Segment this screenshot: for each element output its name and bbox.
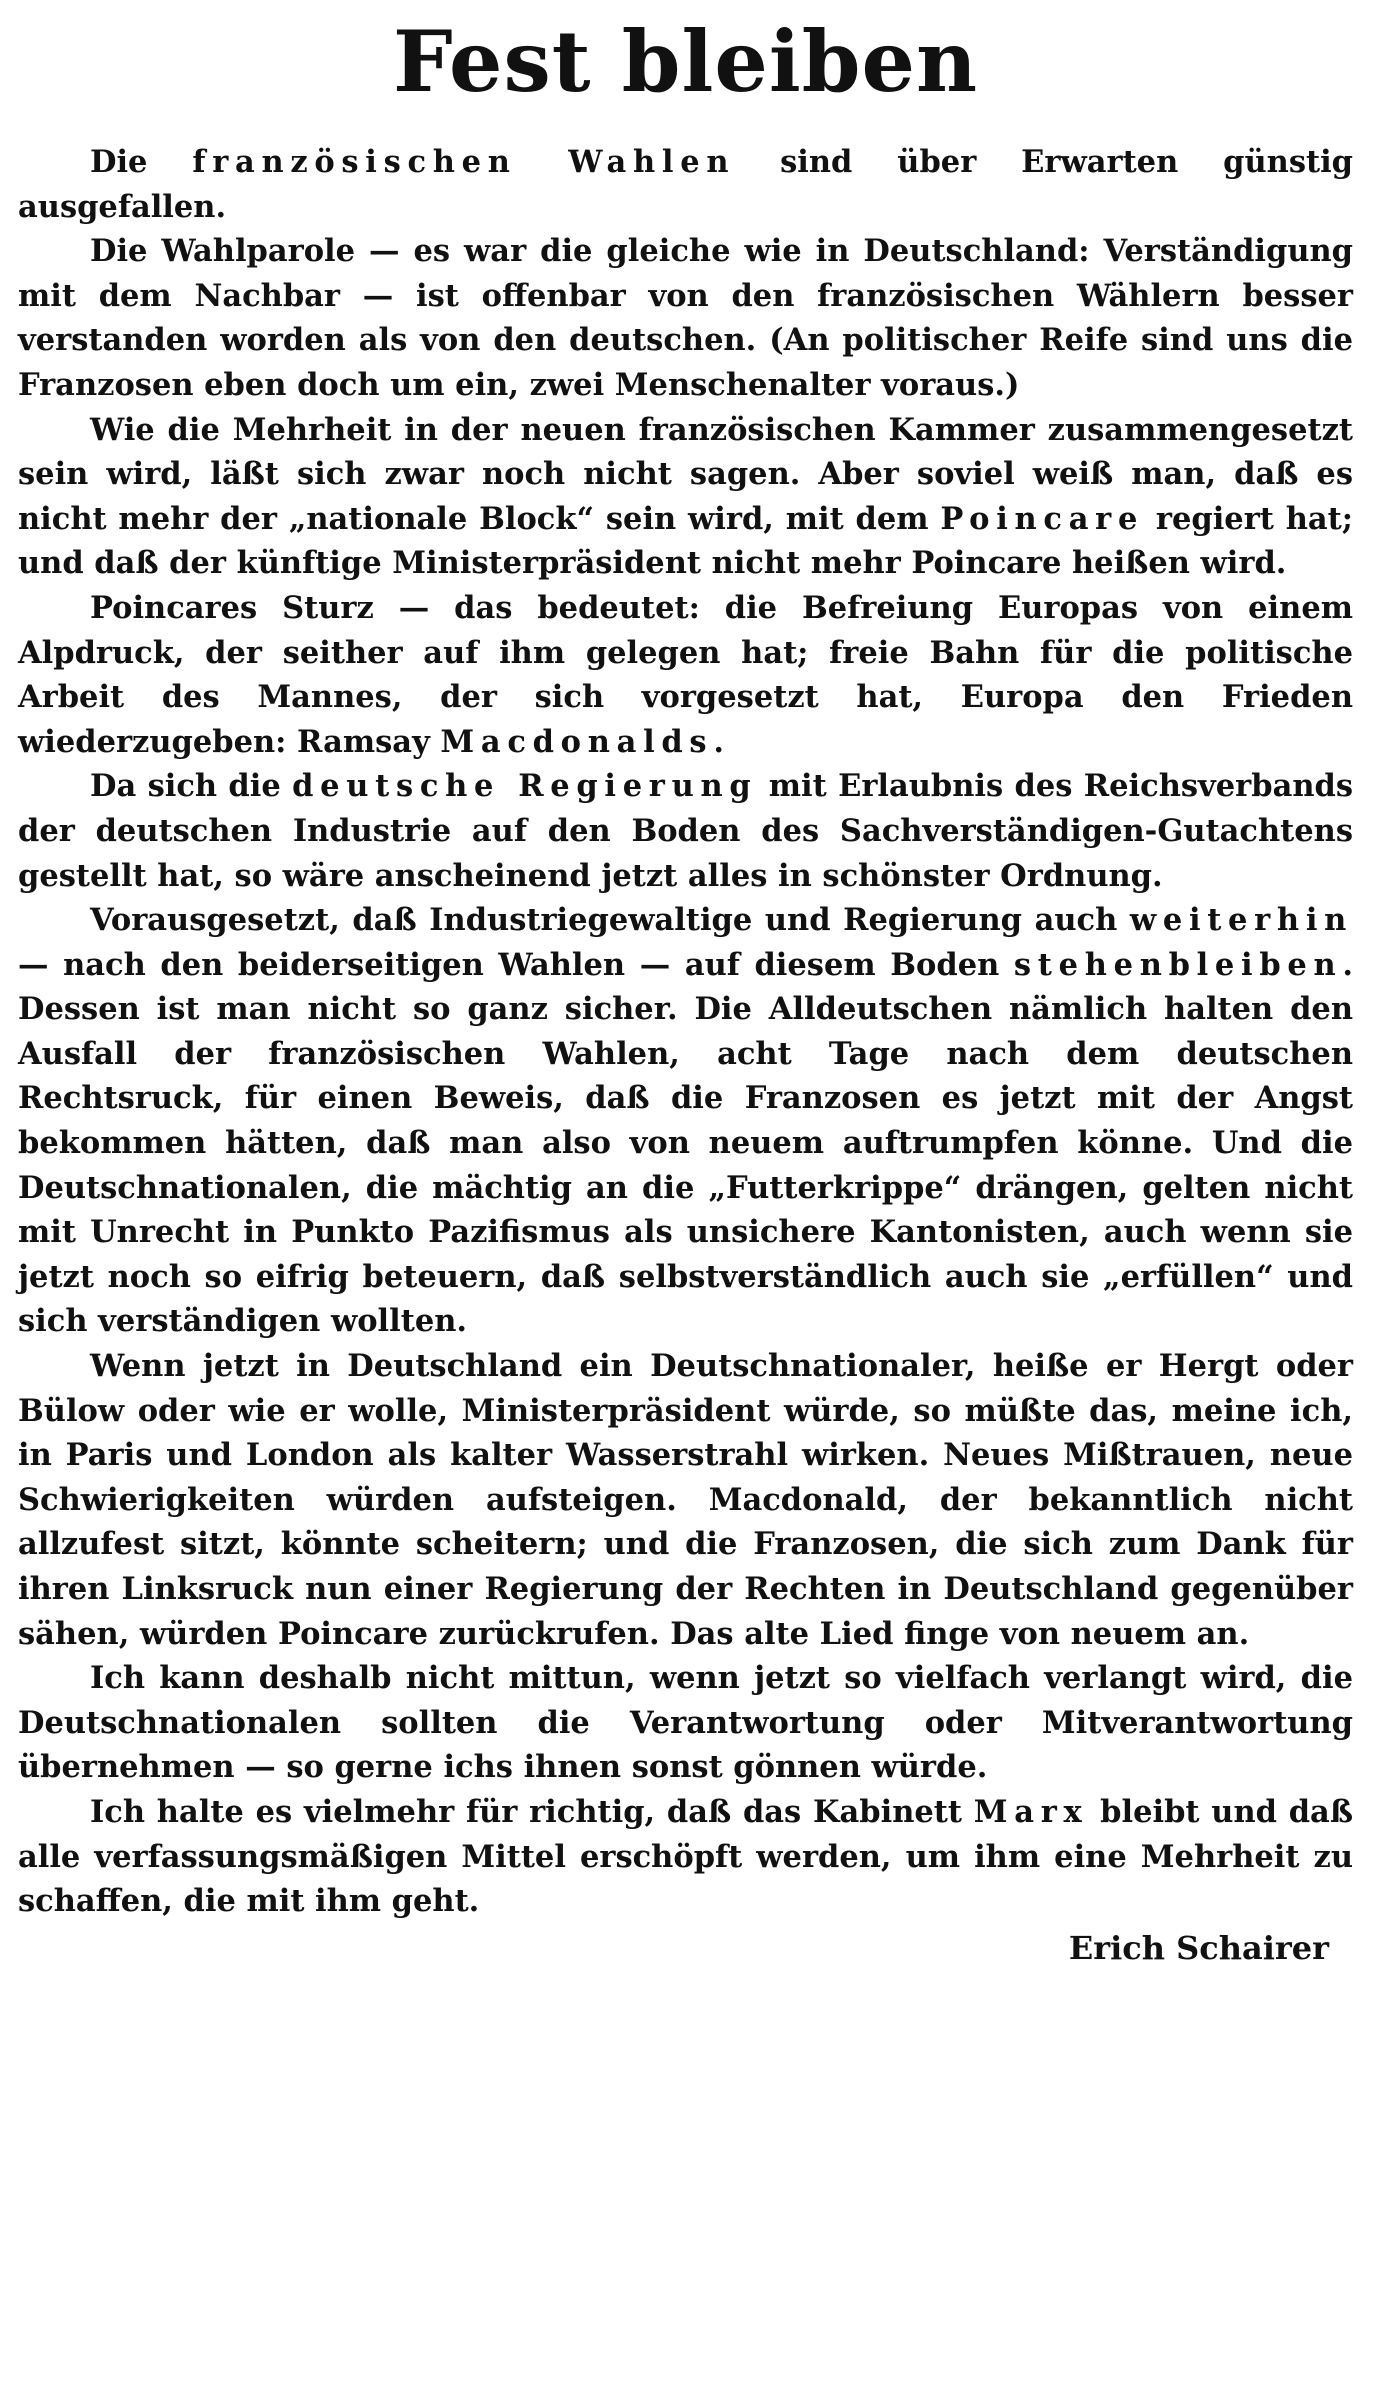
paragraph-text: Die Wahlparole — es war die gleiche wie in Deutschland: Verständigung mit dem Nachbar — ist offenbar von den französischen Wählern besser verstanden worden als von den deutschen. (An politischer Reife sind uns die Franzosen eben doch um ein, zwei Menschenalter voraus.) [18,233,1353,403]
emphasized-text: Poincare [940,500,1145,537]
emphasized-text: stehenbleiben [1013,946,1343,983]
paragraph-text: bleibt und daß alle verfassungsmäßigen Mittel erschöpft werden, um ihm eine Mehrheit zu schaffen, die mit ihm geht. [18,1793,1353,1920]
article-paragraph [18,1790,1353,1924]
emphasized-text: französischen Wahlen [192,144,736,180]
paragraph-text: Wenn jetzt in Deutschland ein Deutschnationaler, heiße er Hergt oder Bülow oder wie er wolle, Ministerpräsident würde, so müßte das, meine ich, in Paris und London als kalter Wasserstrahl wirken. Neues Mißtrauen, neue Schwierigkeiten würden aufsteigen. Macdonald, der bekanntlich nicht allzufest sitzt, könnte scheitern; und die Franzosen, die sich zum Dank für ihren Linksruck nun einer Regierung der Rechten in Deutschland gegenüber sähen, würden Poincare zurückrufen. Das alte Lied finge von neuem an. [18,1348,1353,1652]
emphasized-text: Marx [973,1793,1089,1830]
paragraph-text: — nach den beiderseitigen Wahlen — auf diesem Boden [18,946,1014,983]
article-paragraph [18,764,1353,898]
article-paragraph [18,1344,1353,1656]
article-paragraph [18,898,1353,1344]
article-paragraph [18,140,1353,229]
article-paragraph [18,586,1353,764]
article-paragraph [18,1656,1353,1790]
paragraph-text: Poincares Sturz — das bedeutet: die Befreiung Europas von einem Alpdruck, der seither auf ihm gelegen hat; freie Bahn für die politische Arbeit des Mannes, der sich vorgesetzt hat, Europa den Frieden wiederzugeben: Ramsay [18,589,1353,760]
emphasized-text: deutsche Regierung [292,768,758,805]
paragraph-text: Da sich die [90,768,293,805]
paragraph-text: sind über Erwarten günstig ausgefallen. [18,144,1353,225]
article-paragraph [18,408,1353,586]
paragraph-text: . Dessen ist man nicht so ganz sicher. Die Alldeutschen nämlich halten den Ausfall der französischen Wahlen, acht Tage nach dem deutschen Rechtsruck, für einen Beweis, daß die Franzosen es jetzt mit der Angst bekommen hätten, daß man also von neuem auftrumpfen könne. Und die Deutschnationalen, die mächtig an die „Futterkrippe“ drängen, gelten nicht mit Unrecht in Punkto Pazifismus als unsichere Kantonisten, auch wenn sie jetzt noch so eifrig beteuern, daß selbstverständlich auch sie „erfüllen“ und sich verständigen wollten. [18,946,1353,1340]
emphasized-text: weiterhin [1129,902,1353,939]
paragraph-text: regiert hat; und daß der künftige Ministerpräsident nicht mehr Poincare heißen wird. [18,500,1353,582]
paragraph-text: mit Erlaubnis des Reichsverbands der deutschen Industrie auf den Boden des Sachverständigen-Gutachtens gestellt hat, so wäre anscheinend jetzt alles in schönster Ordnung. [18,768,1354,894]
paragraph-text: Vorausgesetzt, daß Industriegewaltige und Regierung auch [90,902,1130,939]
paragraph-text: Ich halte es vielmehr für richtig, daß das Kabinett [90,1793,974,1830]
paragraph-text: . [713,723,724,760]
paragraph-text: Ich kann deshalb nicht mittun, wenn jetzt so vielfach verlangt wird, die Deutschnationalen sollten die Verantwortung oder Mitverantwortung übernehmen — so gerne ichs ihnen sonst gönnen würde. [18,1660,1353,1786]
paragraph-text: Wie die Mehrheit in der neuen französischen Kammer zusammengesetzt sein wird, läßt sich zwar noch nicht sagen. Aber soviel weiß man, daß es nicht mehr der „nationale Block“ sein wird, mit dem [18,411,1353,537]
author-signature: Erich Schairer [1068,1928,1329,1967]
article-headline: Fest bleiben [392,12,979,111]
emphasized-text: Macdonalds [440,723,714,760]
article-paragraph [18,229,1353,407]
paragraph-text: Die [90,144,193,180]
article-body [18,140,1353,1924]
